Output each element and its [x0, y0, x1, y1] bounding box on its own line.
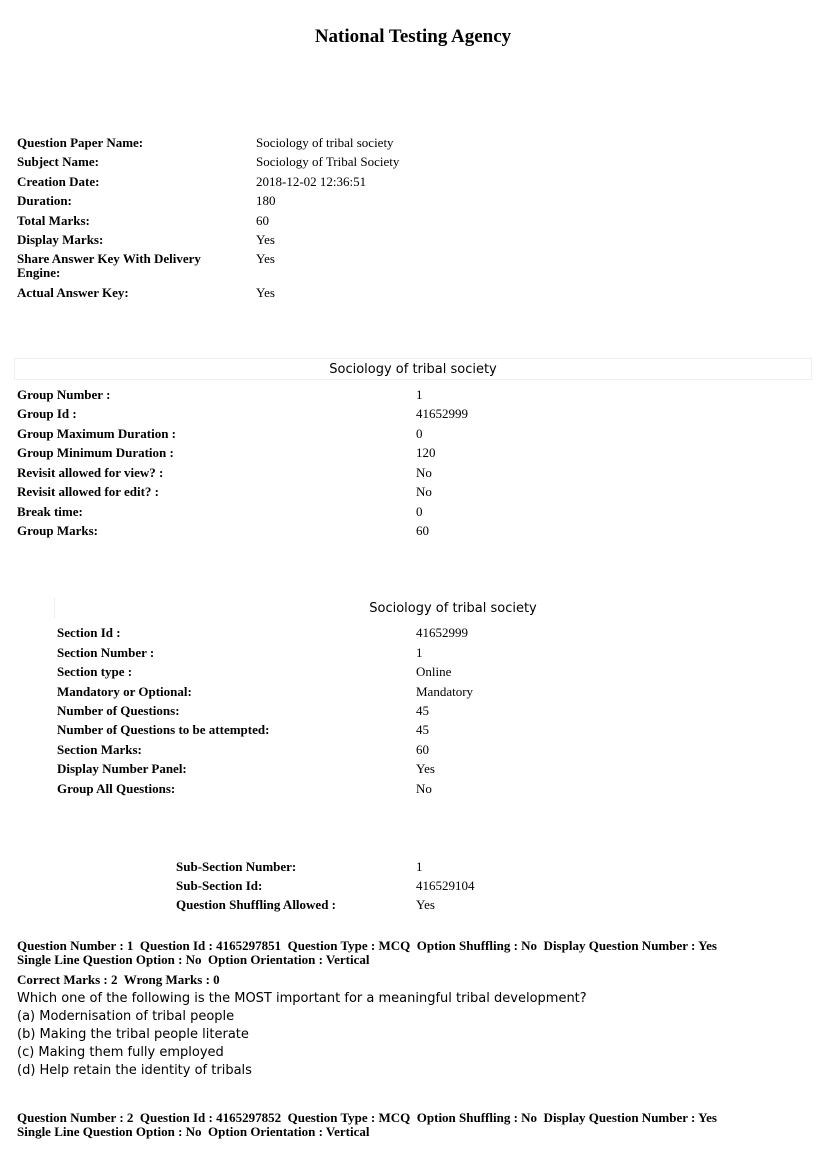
actual-answer-key-label: Actual Answer Key: — [17, 285, 129, 300]
section-marks-label: Section Marks: — [57, 742, 142, 757]
question-2-meta-line1: Question Number : 2 Question Id : 4165297852 Question Type : MCQ Option Shuffling : No Display Question Number : Yes — [17, 1110, 717, 1125]
page-title: National Testing Agency — [314, 26, 512, 47]
section-marks-value: 60 — [416, 742, 429, 757]
section-id-value: 41652999 — [416, 625, 468, 640]
share-answer-key-label-cont: Engine: — [17, 265, 61, 280]
creation-date-label: Creation Date: — [17, 174, 100, 189]
num-attempt-value: 45 — [416, 722, 429, 737]
group-number-value: 1 — [416, 387, 423, 402]
section-id-label: Section Id : — [57, 625, 121, 640]
break-time-value: 0 — [416, 504, 423, 519]
display-marks-value: Yes — [256, 232, 275, 247]
question-shuffling-value: Yes — [416, 897, 435, 912]
share-answer-key-label: Share Answer Key With Delivery — [17, 251, 201, 266]
num-questions-value: 45 — [416, 703, 429, 718]
question-1-option-d: (d) Help retain the identity of tribals — [17, 1063, 252, 1078]
duration-label: Duration: — [17, 193, 72, 208]
group-all-questions-value: No — [416, 781, 432, 796]
question-1-marks: Correct Marks : 2 Wrong Marks : 0 — [17, 972, 220, 987]
actual-answer-key-value: Yes — [256, 285, 275, 300]
num-attempt-label: Number of Questions to be attempted: — [57, 722, 270, 737]
duration-value: 180 — [256, 193, 276, 208]
group-id-value: 41652999 — [416, 406, 468, 421]
subsection-number-label: Sub-Section Number: — [176, 859, 297, 874]
mandatory-optional-value: Mandatory — [416, 684, 474, 699]
group-max-duration-value: 0 — [416, 426, 423, 441]
group-min-duration-value: 120 — [416, 445, 436, 460]
total-marks-value: 60 — [256, 213, 269, 228]
question-1-text: Which one of the following is the MOST important for a meaningful tribal development? — [17, 991, 587, 1006]
mandatory-optional-label: Mandatory or Optional: — [57, 684, 192, 699]
section-number-value: 1 — [416, 645, 423, 660]
section-heading: Sociology of tribal society — [369, 601, 537, 616]
subsection-number-value: 1 — [416, 859, 423, 874]
num-questions-label: Number of Questions: — [57, 703, 180, 718]
group-heading: Sociology of tribal society — [329, 362, 497, 377]
question-1-option-c: (c) Making them fully employed — [17, 1045, 224, 1060]
subject-name-label: Subject Name: — [17, 154, 99, 169]
group-id-label: Group Id : — [17, 406, 77, 421]
question-1-meta-line1: Question Number : 1 Question Id : 4165297851 Question Type : MCQ Option Shuffling : No Display Question Number : Yes — [17, 938, 717, 953]
group-marks-value: 60 — [416, 523, 429, 538]
subject-name-value: Sociology of Tribal Society — [256, 154, 400, 169]
revisit-edit-value: No — [416, 484, 432, 499]
question-1-option-a: (a) Modernisation of tribal people — [17, 1009, 235, 1024]
revisit-view-label: Revisit allowed for view? : — [17, 465, 164, 480]
group-min-duration-label: Group Minimum Duration : — [17, 445, 174, 460]
group-number-label: Group Number : — [17, 387, 111, 402]
subsection-id-label: Sub-Section Id: — [176, 878, 263, 893]
section-type-label: Section type : — [57, 664, 133, 679]
question-1-meta-line2: Single Line Question Option : No Option Orientation : Vertical — [17, 952, 370, 967]
display-number-panel-label: Display Number Panel: — [57, 761, 187, 776]
group-marks-label: Group Marks: — [17, 523, 99, 538]
revisit-edit-label: Revisit allowed for edit? : — [17, 484, 160, 499]
total-marks-label: Total Marks: — [17, 213, 90, 228]
section-number-label: Section Number : — [57, 645, 155, 660]
display-marks-label: Display Marks: — [17, 232, 104, 247]
section-type-value: Online — [416, 664, 452, 679]
break-time-label: Break time: — [17, 504, 83, 519]
display-number-panel-value: Yes — [416, 761, 435, 776]
question-2-meta — [17, 1111, 807, 1139]
subsection-id-value: 416529104 — [416, 878, 475, 893]
group-all-questions-label: Group All Questions: — [57, 781, 176, 796]
group-max-duration-label: Group Maximum Duration : — [17, 426, 177, 441]
paper-name-label: Question Paper Name: — [17, 135, 144, 150]
share-answer-key-value: Yes — [256, 251, 275, 266]
question-shuffling-label: Question Shuffling Allowed : — [176, 897, 337, 912]
question-1-option-b: (b) Making the tribal people literate — [17, 1027, 249, 1042]
question-1-body — [17, 990, 587, 1080]
creation-date-value: 2018-12-02 12:36:51 — [256, 174, 367, 189]
question-2-meta-line2: Single Line Question Option : No Option Orientation : Vertical — [17, 1124, 370, 1139]
revisit-view-value: No — [416, 465, 432, 480]
question-1-meta — [17, 939, 807, 967]
paper-name-value: Sociology of tribal society — [256, 135, 394, 150]
